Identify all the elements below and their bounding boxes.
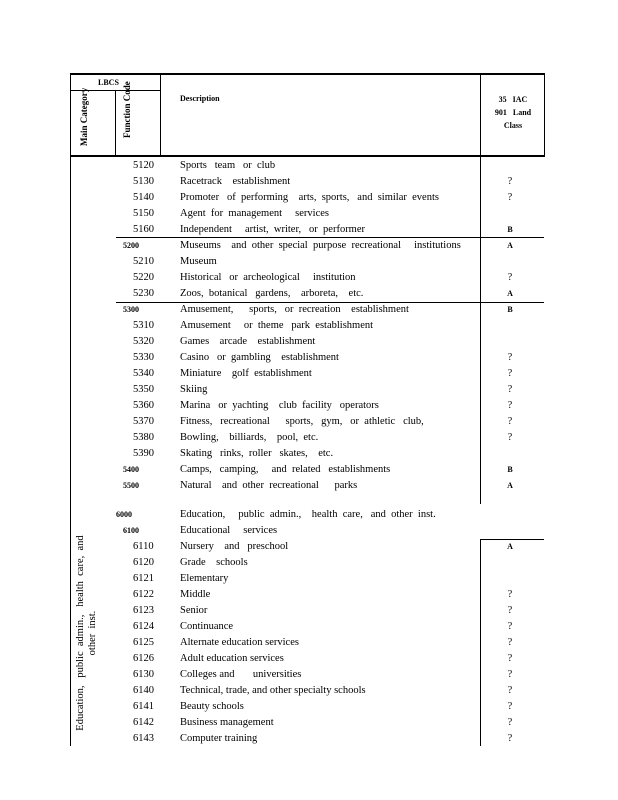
land-class: ? (507, 384, 513, 395)
table-row (0, 174, 618, 190)
description: Education, public admin., health care, and other inst. (180, 509, 436, 520)
table-row (0, 270, 618, 286)
description: Marina or yachting club facility operators (180, 400, 379, 411)
table-row (0, 430, 618, 446)
description: Agent for management services (180, 208, 329, 219)
table-row (0, 238, 618, 254)
function-code: 6142 (133, 717, 154, 728)
function-code: 6122 (133, 589, 154, 600)
description: Museum (180, 256, 217, 267)
land-class: ? (507, 416, 513, 427)
land-class: ? (507, 653, 513, 664)
function-code: 5350 (133, 384, 154, 395)
function-code: 5320 (133, 336, 154, 347)
description: Continuance (180, 621, 234, 632)
description: Natural and other recreational parks (180, 480, 358, 491)
table-row (0, 715, 618, 731)
land-class: ? (507, 621, 513, 632)
function-code: 6141 (133, 701, 154, 712)
description: Technical, trade, and other specialty schools (180, 685, 366, 696)
description: Museums and other special purpose recreational institutions (180, 240, 461, 251)
land-class: ? (507, 701, 513, 712)
table-row (0, 731, 618, 747)
function-code: 6140 (133, 685, 154, 696)
table-row (0, 334, 618, 350)
description: Grade schools (180, 557, 248, 568)
description-divider (160, 73, 161, 157)
land-class: ? (507, 669, 513, 680)
function-code: 6000 (116, 510, 132, 519)
table-row (0, 462, 618, 478)
function-code: 6100 (123, 526, 139, 535)
description: Racetrack establishment (180, 176, 291, 187)
function-code: 5230 (133, 288, 154, 299)
description: Games arcade establishment (180, 336, 316, 347)
description-header: Description (180, 94, 220, 103)
land-class: B (507, 225, 513, 234)
table-row (0, 587, 618, 603)
table-row (0, 507, 618, 523)
function-code: 6123 (133, 605, 154, 616)
function-code: 5140 (133, 192, 154, 203)
description: Sports team or club (180, 160, 276, 171)
function-code: 5160 (133, 224, 154, 235)
land-class: ? (507, 605, 513, 616)
description: Adult education services (180, 653, 284, 664)
function-code: 5310 (133, 320, 154, 331)
function-code: 6125 (133, 637, 154, 648)
description: Casino or gambling establishment (180, 352, 339, 363)
main-category-divider (115, 90, 116, 157)
description: Skiing (180, 384, 208, 395)
table-row (0, 366, 618, 382)
main-category-header: Main Category (79, 87, 89, 146)
table-row (0, 254, 618, 270)
table-row (0, 539, 618, 555)
function-code: 5380 (133, 432, 154, 443)
function-code: 5500 (123, 481, 139, 490)
description: Educational services (180, 525, 278, 536)
function-code: 6120 (133, 557, 154, 568)
function-code: 5340 (133, 368, 154, 379)
table-row (0, 699, 618, 715)
land-class: A (507, 241, 513, 250)
table-row (0, 635, 618, 651)
table-row (0, 683, 618, 699)
table-row (0, 318, 618, 334)
description: Computer training (180, 733, 258, 744)
function-code: 5210 (133, 256, 154, 267)
land-class: ? (507, 733, 513, 744)
land-class: ? (507, 176, 513, 187)
function-code-header: Function Code (122, 81, 132, 138)
land-class: ? (507, 368, 513, 379)
iac-header: 35 IAC 901 Land Class (494, 95, 532, 130)
description: Zoos, botanical gardens, arboreta, etc. (180, 288, 364, 299)
lbcs-header: LBCS (98, 78, 119, 87)
description: Promoter of performing arts, sports, and similar events (180, 192, 439, 203)
land-class: ? (507, 192, 513, 203)
table-row (0, 619, 618, 635)
table-row (0, 478, 618, 494)
land-class: ? (507, 637, 513, 648)
table-top-border (70, 73, 545, 75)
table-row (0, 302, 618, 318)
description: Colleges and universities (180, 669, 302, 680)
table-row (0, 398, 618, 414)
table-row (0, 414, 618, 430)
land-class: B (507, 305, 513, 314)
land-class: A (507, 542, 513, 551)
table-row (0, 651, 618, 667)
description: Amusement, sports, or recreation establishment (180, 304, 409, 315)
description: Nursery and preschool (180, 541, 289, 552)
function-code: 5150 (133, 208, 154, 219)
land-class: A (507, 481, 513, 490)
land-class: ? (507, 352, 513, 363)
main-category-label: Education, public admin., health care, and other inst. (75, 535, 98, 731)
table-row (0, 523, 618, 539)
table-row (0, 667, 618, 683)
function-code: 5360 (133, 400, 154, 411)
description: Fitness, recreational sports, gym, or athletic club, (180, 416, 424, 427)
function-code: 5330 (133, 352, 154, 363)
function-code: 5120 (133, 160, 154, 171)
description: Skating rinks, roller skates, etc. (180, 448, 334, 459)
land-class: ? (507, 432, 513, 443)
description: Independent artist, writer, or performer (180, 224, 366, 235)
class-divider (480, 73, 481, 157)
description: Senior (180, 605, 208, 616)
table-right-border (544, 73, 545, 157)
function-code: 5390 (133, 448, 154, 459)
description: Alternate education services (180, 637, 299, 648)
table-row (0, 350, 618, 366)
description: Business management (180, 717, 274, 728)
land-class: ? (507, 685, 513, 696)
function-code: 5200 (123, 241, 139, 250)
table-row (0, 286, 618, 302)
table-row (0, 206, 618, 222)
function-code: 5370 (133, 416, 154, 427)
description: Historical or archeological institution (180, 272, 356, 283)
table-row (0, 222, 618, 238)
function-code: 5300 (123, 305, 139, 314)
function-code: 6126 (133, 653, 154, 664)
function-code: 6110 (133, 541, 154, 552)
description: Miniature golf establishment (180, 368, 312, 379)
function-code: 5130 (133, 176, 154, 187)
function-code: 6143 (133, 733, 154, 744)
description: Middle (180, 589, 211, 600)
table-row (0, 158, 618, 174)
table-row (0, 382, 618, 398)
description: Elementary (180, 573, 229, 584)
description: Beauty schools (180, 701, 244, 712)
table-row (0, 571, 618, 587)
description: Bowling, billiards, pool, etc. (180, 432, 319, 443)
land-class: B (507, 465, 513, 474)
description: Amusement or theme park establishment (180, 320, 374, 331)
land-class: ? (507, 272, 513, 283)
table-row (0, 190, 618, 206)
description: Camps, camping, and related establishments (180, 464, 391, 475)
land-class: ? (507, 589, 513, 600)
function-code: 5220 (133, 272, 154, 283)
function-code: 5400 (123, 465, 139, 474)
table-row (0, 555, 618, 571)
land-class: ? (507, 717, 513, 728)
table-row (0, 446, 618, 462)
function-code: 6124 (133, 621, 154, 632)
function-code: 6130 (133, 669, 154, 680)
header-bottom-border (70, 155, 545, 157)
table-row (0, 603, 618, 619)
land-class: A (507, 289, 513, 298)
function-code: 6121 (133, 573, 154, 584)
land-class: ? (507, 400, 513, 411)
